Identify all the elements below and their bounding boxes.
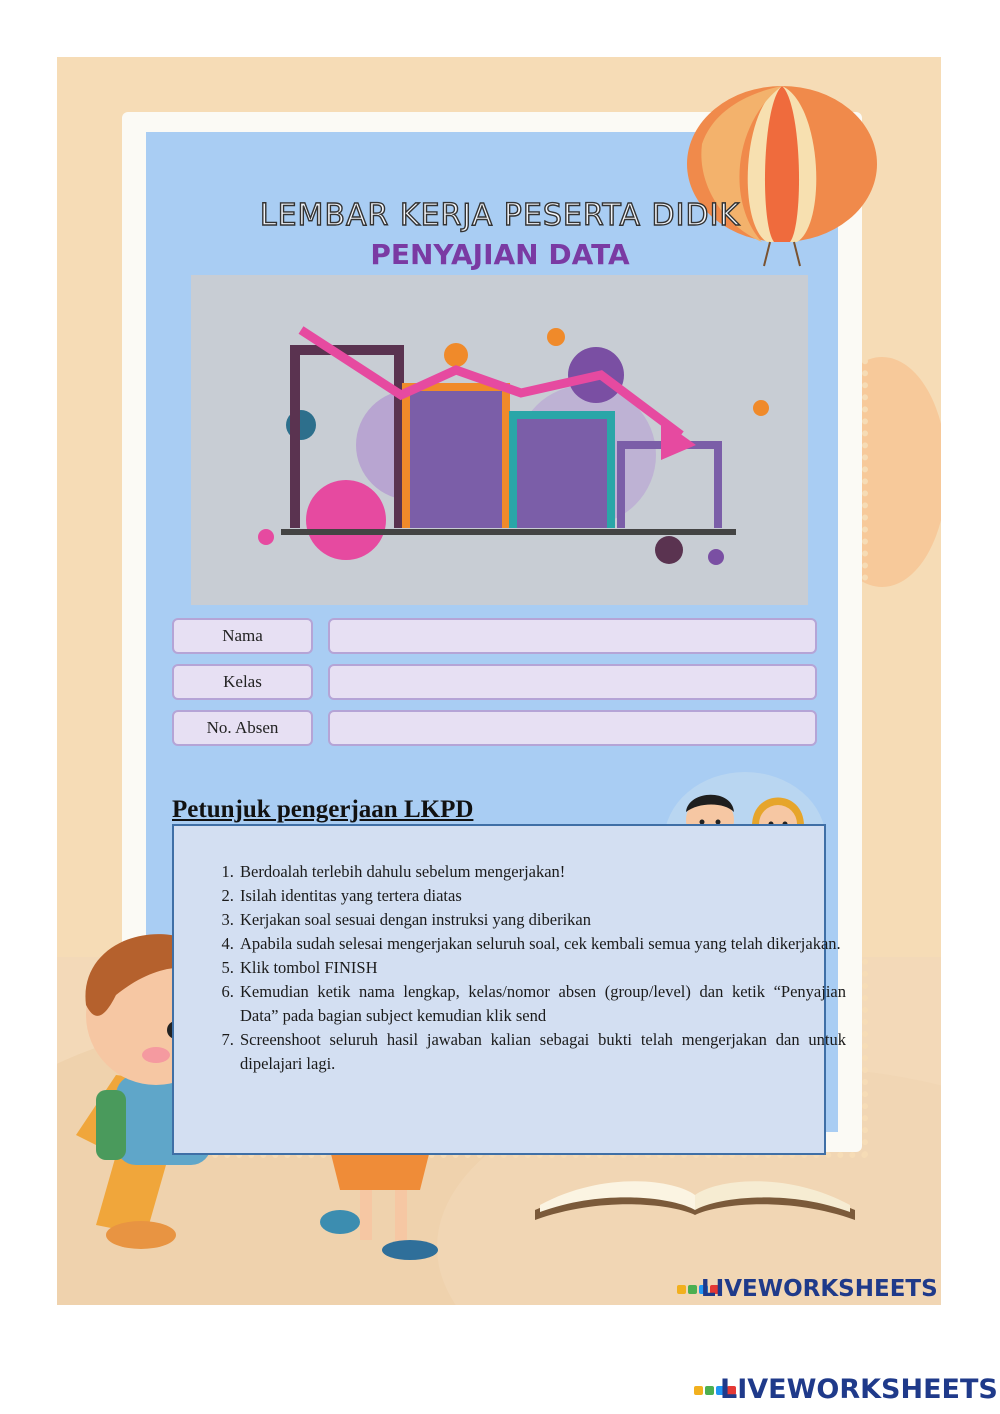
dot-shape	[753, 400, 769, 416]
instructions-list	[206, 860, 846, 1076]
arrow-head	[661, 420, 696, 460]
dot-shape	[708, 549, 724, 565]
footer-logo-text: LIVEWORKSHEETS	[720, 1374, 998, 1405]
worksheet-title: LEMBAR KERJA PESERTA DIDIK	[259, 198, 741, 234]
nama-input[interactable]	[328, 618, 817, 654]
liveworksheets-inner-logo	[676, 1276, 938, 1302]
liveworksheets-footer-logo[interactable]	[693, 1374, 998, 1405]
liveworksheets-logo-icon	[676, 1284, 698, 1295]
kelas-input[interactable]	[328, 664, 817, 700]
field-label-kelas: Kelas	[172, 664, 313, 700]
dot-shape	[258, 529, 274, 545]
girl-legs-illustration	[300, 1150, 460, 1270]
data-chart-illustration	[191, 275, 808, 605]
dot-shape	[547, 328, 565, 346]
field-label-nama: Nama	[172, 618, 313, 654]
instruction-item: 2. Isilah identitas yang tertera diatas	[238, 884, 846, 908]
dot-shape	[655, 536, 683, 564]
dot-shape	[444, 343, 468, 367]
instruction-item: 3. Kerjakan soal sesuai dengan instruksi yang diberikan	[238, 908, 846, 932]
bar-shape	[513, 415, 611, 528]
worksheet-subtitle: PENYAJIAN DATA	[370, 238, 630, 271]
field-label-no-absen: No. Absen	[172, 710, 313, 746]
liveworksheets-logo-icon	[693, 1385, 717, 1396]
instructions-heading: Petunjuk pengerjaan LKPD	[172, 796, 474, 823]
instruction-item: 1. Berdoalah terlebih dahulu sebelum mengerjakan!	[238, 860, 846, 884]
bar-shape	[406, 387, 506, 528]
gear-shape	[306, 480, 386, 560]
instruction-item: 7. Screenshoot seluruh hasil jawaban kalian sebagai bukti telah mengerjakan dan untuk dipelajari lagi.	[238, 1028, 846, 1076]
hot-air-balloon-icon	[682, 84, 882, 274]
instruction-item: 4. Apabila sudah selesai mengerjakan seluruh soal, cek kembali semua yang telah dikerjakan.	[238, 932, 846, 956]
instruction-item: 6. Kemudian ketik nama lengkap, kelas/nomor absen (group/level) dan ketik “Penyajian Data” pada bagian subject kemudian klik send	[238, 980, 846, 1028]
no-absen-input[interactable]	[328, 710, 817, 746]
instruction-item: 5. Klik tombol FINISH	[238, 956, 846, 980]
inner-logo-text: LIVEWORKSHEETS	[701, 1276, 938, 1302]
